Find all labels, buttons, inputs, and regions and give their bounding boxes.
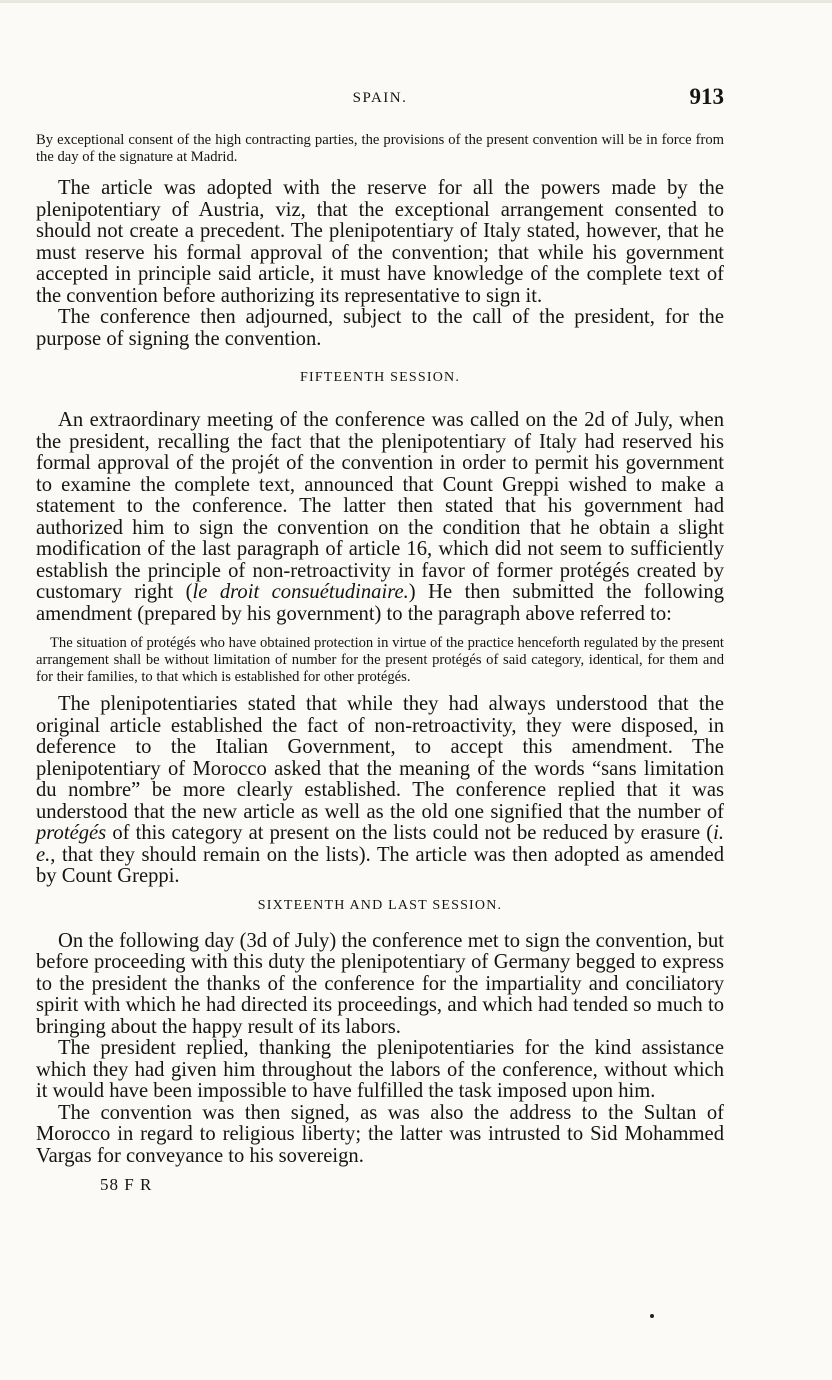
- text-run: ) He then submitted the following amendment (prepared by his government) to the paragraph above referred to:: [36, 581, 724, 625]
- italic-term: protégés: [36, 822, 107, 844]
- intro-note: By exceptional consent of the high contracting parties, the provisions of the present convention will be in force from the day of the signature at Madrid.: [36, 132, 724, 165]
- paragraph-article-adopted: The article was adopted with the reserve for all the powers made by the plenipotentiary of Austria, viz, that the exceptional arrangement consented to should not create a precedent. The plenipotentiary of Italy stated, however, that he must reserve his formal approval of the convention; that while his government accepted in principle said article, it must have knowledge of the complete text of the convention before authorizing its representative to sign it.: [36, 177, 724, 307]
- text-run: The plenipotentiaries stated that while they had always understood that the original article established the fact of non-retroactivity, they were disposed, in deference to the Italian Government, to accept this amendment. The plenipotentiary of Morocco asked that the meaning of the words “sans limitation du nombre” be more clearly established. The conference replied that it was understood that the new article as well as the old one signified that the number of: [36, 693, 724, 823]
- paragraph-following-day: On the following day (3d of July) the conference met to sign the convention, but before proceeding with this duty the plenipotentiary of Germany begged to express to the president the thanks of the conference for the impartiality and conciliatory spirit with which he had directed its proceedings, and which had tended so much to bringing about the happy result of its labors.: [36, 929, 724, 1038]
- page-top-edge: [0, 0, 832, 3]
- paragraph-convention-signed: The convention was then signed, as was also the address to the Sultan of Morocco in regard to religious liberty; the latter was intrusted to Sid Mohammed Vargas for conveyance to his sovereign.: [36, 1101, 724, 1167]
- italic-term: le droit consuétudinaire.: [192, 581, 409, 603]
- running-head: SPAIN.: [352, 90, 408, 106]
- section-heading-fifteenth: FIFTEENTH SESSION.: [299, 370, 461, 385]
- document-page: [36, 84, 724, 1195]
- ink-speck: [650, 1314, 654, 1318]
- text-run: An extraordinary meeting of the conference was called on the 2d of July, when the president, recalling the fact that the plenipotentiary of Italy had reserved his formal approval of the projét of the convention in order to permit his government to examine the complete text, announced that Count Greppi wished to make a statement to the conference. The latter then stated that his government had authorized him to sign the convention on the condition that he obtain a slight modification of the last paragraph of article 16, which did not seem to sufficiently establish the principle of non-retroactivity in favor of former protégés created by customary right (: [36, 409, 724, 603]
- amendment-text: The situation of protégés who have obtained protection in virtue of the practice henceforth regulated by the present arrangement shall be without limitation of number for the present protégés of said category, identical, for them and for their families, to that which is established for other protégés.: [36, 635, 724, 685]
- italic-term: i. e.: [36, 822, 724, 866]
- paragraph-extraordinary-meeting: [36, 410, 724, 625]
- text-run: , that they should remain on the lists). The article was then adopted as amended by Count Greppi.: [36, 843, 724, 887]
- section-heading-sixteenth: SIXTEENTH AND LAST SESSION.: [257, 897, 503, 913]
- paragraph-president-replied: The president replied, thanking the plenipotentiaries for the kind assistance which they had given him throughout the labors of the conference, without which it would have been impossible to have fulfilled the task imposed upon him.: [36, 1037, 724, 1102]
- text-run: of this category at present on the lists could not be reduced by erasure (: [106, 822, 714, 844]
- page-number: 913: [689, 84, 724, 109]
- page-header: [36, 84, 724, 110]
- amendment-quote: [36, 635, 724, 686]
- signature-mark: 58 F R: [100, 1175, 153, 1194]
- paragraph-plenipotentiaries: [36, 694, 724, 888]
- paragraph-adjourned: The conference then adjourned, subject to the call of the president, for the purpose of signing the convention.: [36, 306, 724, 350]
